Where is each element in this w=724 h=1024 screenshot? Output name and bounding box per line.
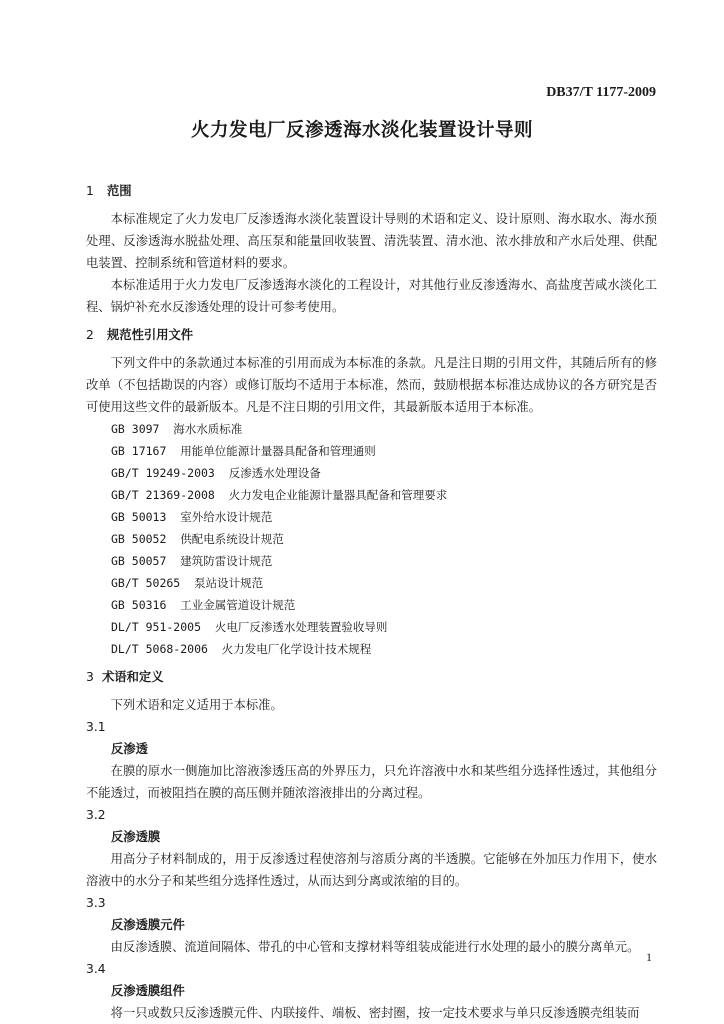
page-title: 火力发电厂反渗透海水淡化装置设计导则: [190, 120, 533, 141]
section-heading-references: [86, 324, 657, 346]
section-heading-terms: [86, 666, 657, 688]
paragraph: 下列文件中的条款通过本标准的引用而成为本标准的条款。凡是注日期的引用文件，其随后所有的修改单（不包括勘误的内容）或修订版均不适用于本标准，然而，鼓励根据本标准达成协议的各方研究是否可使用这些文件的最新版本。凡是不注日期的引用文件，其最新版本适用于本标准。: [86, 356, 657, 414]
section-number: 3: [86, 670, 94, 684]
section-number: 2: [86, 328, 94, 342]
reference-item: GB 50057 建筑防雷设计规范: [111, 554, 273, 568]
section-title: 术语和定义: [102, 670, 164, 684]
reference-item: GB/T 19249-2003 反渗透水处理设备: [111, 466, 321, 480]
term-definition: 将一只或数只反渗透膜元件、内联接件、端板、密封圈，按一定技术要求与单只反渗透膜壳组装而: [110, 1006, 640, 1020]
paragraph: 本标准规定了火力发电厂反渗透海水淡化装置设计导则的术语和定义、设计原则、海水取水、海水预处理、反渗透海水脱盐处理、高压泵和能量回收装置、清洗装置、清水池、浓水排放和产水后处理、供配电装置、控制系统和管道材料的要求。: [86, 212, 657, 270]
paragraph: 下列术语和定义适用于本标准。: [110, 698, 283, 712]
section-heading-scope: [86, 180, 657, 202]
term-definition: 由反渗透膜、流道间隔体、带孔的中心管和支撑材料等组装成能进行水处理的最小的膜分离单元。: [110, 940, 640, 954]
reference-item: GB 50013 室外给水设计规范: [111, 510, 273, 524]
term-name: 反渗透膜元件: [111, 918, 185, 932]
document-body: [86, 180, 657, 1024]
section-title: 规范性引用文件: [107, 328, 194, 342]
standard-code: DB37/T 1177-2009: [546, 85, 656, 100]
paragraph: 本标准适用于火力发电厂反渗透海水淡化的工程设计，对其他行业反渗透海水、高盐度苦咸水淡化工程、锅炉补充水反渗透处理的设计可参考使用。: [86, 278, 657, 314]
term-name: 反渗透: [111, 742, 148, 756]
term-definition: 用高分子材料制成的，用于反渗透过程使溶剂与溶质分离的半透膜。它能够在外加压力作用下，使水溶液中的水分子和某些组分选择性透过，从而达到分离或浓缩的目的。: [86, 852, 657, 888]
reference-item: GB/T 21369-2008 火力发电企业能源计量器具配备和管理要求: [111, 488, 448, 502]
term-number: 3.2: [86, 808, 106, 822]
reference-item: GB/T 50265 泵站设计规范: [111, 576, 264, 590]
section-number: 1: [86, 184, 94, 198]
term-definition: 在膜的原水一侧施加比溶液渗透压高的外界压力，只允许溶液中水和某些组分选择性透过，其他组分不能透过，而被阻挡在膜的高压侧并随浓溶液排出的分离过程。: [86, 764, 657, 800]
term-name: 反渗透膜: [111, 830, 161, 844]
term-number: 3.3: [86, 896, 106, 910]
reference-item: DL/T 951-2005 火电厂反渗透水处理装置验收导则: [111, 620, 388, 634]
page-number: 1: [646, 950, 652, 964]
term-number: 3.4: [86, 962, 106, 976]
section-title: 范围: [107, 184, 132, 198]
term-name: 反渗透膜组件: [111, 984, 185, 998]
term-number: 3.1: [86, 720, 106, 734]
reference-item: GB 50316 工业金属管道设计规范: [111, 598, 296, 612]
reference-item: GB 17167 用能单位能源计量器具配备和管理通则: [111, 444, 376, 458]
reference-item: DL/T 5068-2006 火力发电厂化学设计技术规程: [111, 642, 372, 656]
reference-item: GB 3097 海水水质标准: [111, 422, 243, 436]
reference-item: GB 50052 供配电系统设计规范: [111, 532, 284, 546]
